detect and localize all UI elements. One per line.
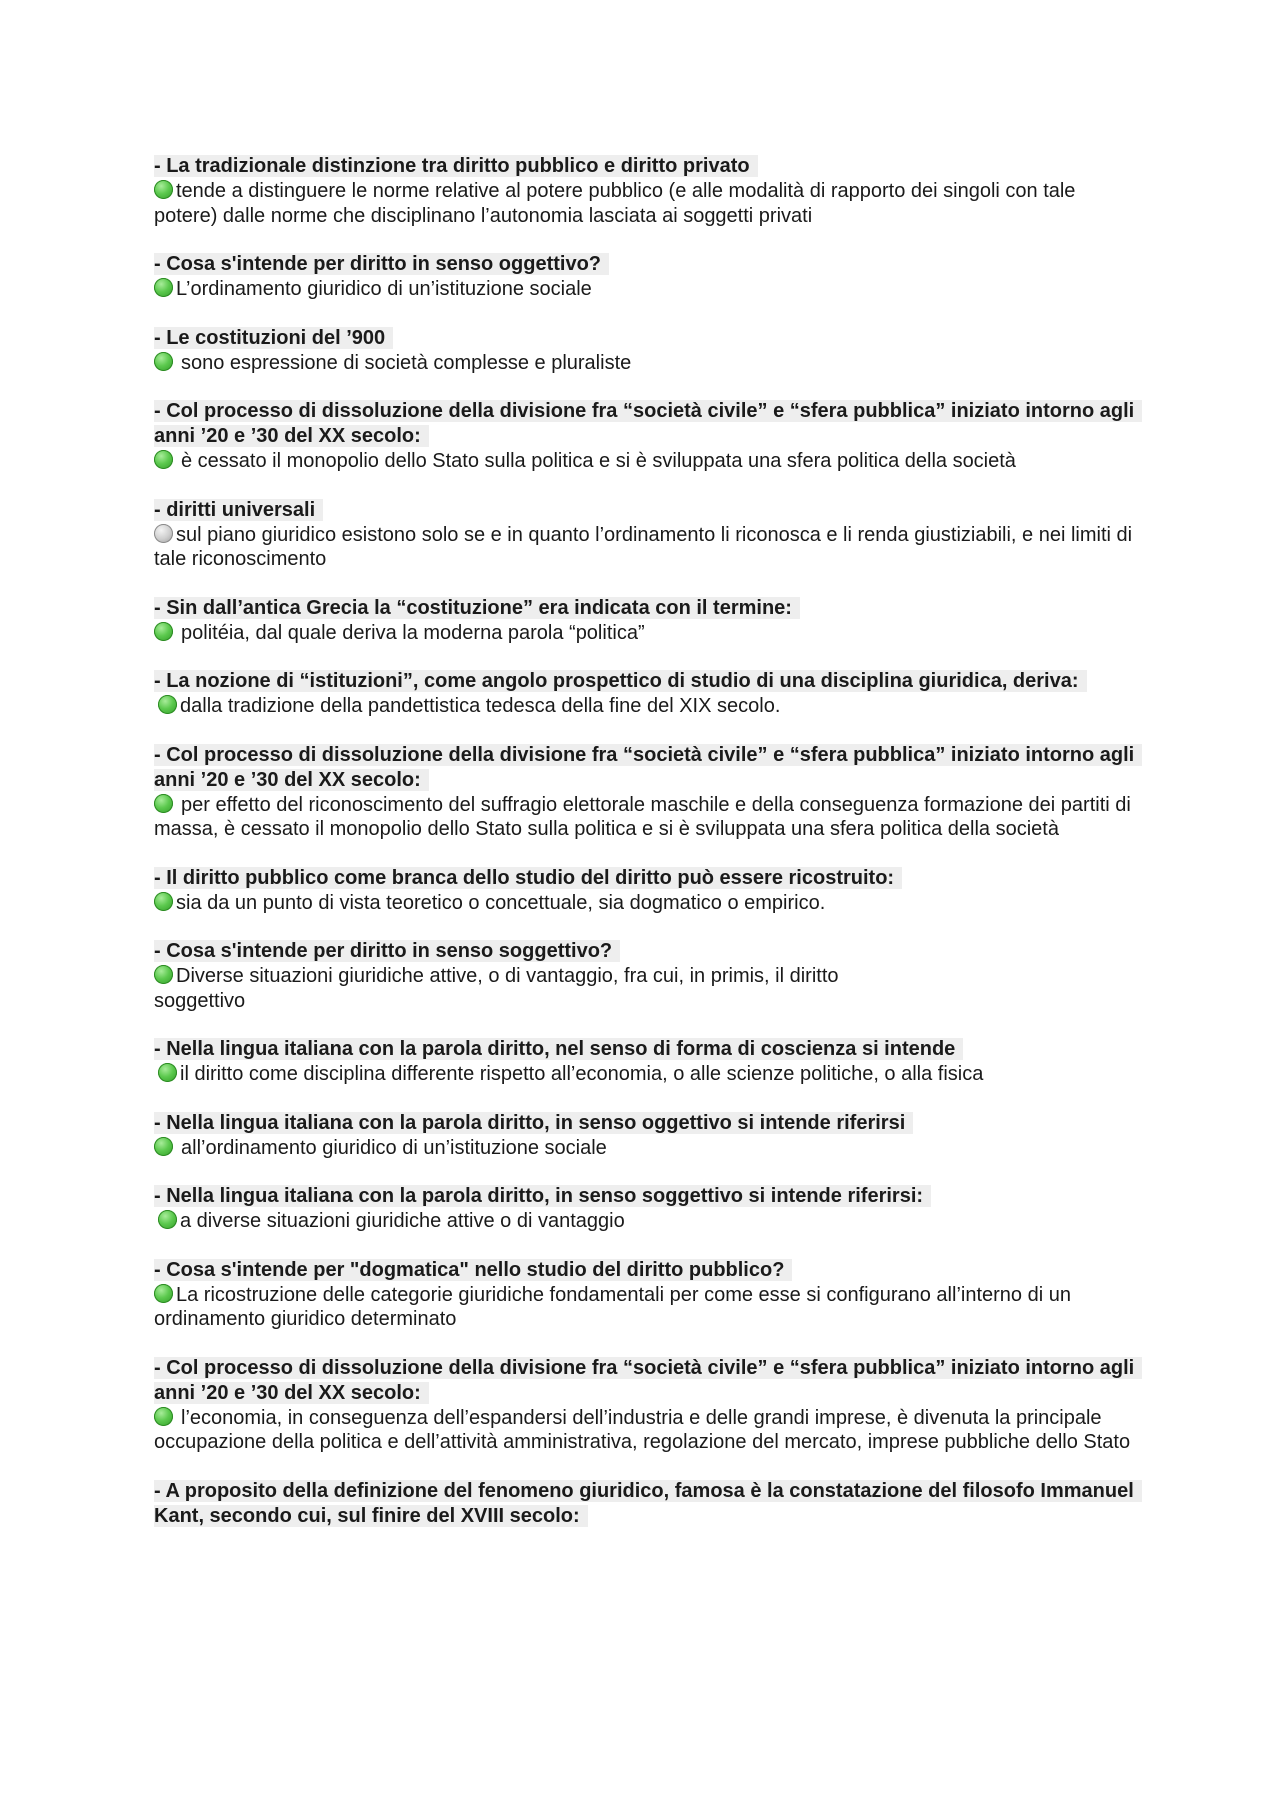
green-check-dot-icon xyxy=(154,1284,173,1303)
question xyxy=(154,498,1144,523)
green-check-dot-icon xyxy=(154,794,173,813)
answer xyxy=(154,1209,1144,1234)
question xyxy=(154,1479,1144,1529)
question-text: - La tradizionale distinzione tra diritto pubblico e diritto privato xyxy=(154,155,758,177)
question-text: - Col processo di dissoluzione della divisione fra “società civile” e “sfera pubblica” iniziato intorno agli anni ’20 e ’30 del XX secolo: xyxy=(154,1357,1142,1404)
question xyxy=(154,399,1144,449)
qa-item xyxy=(154,399,1144,474)
qa-item xyxy=(154,1479,1144,1529)
qa-item xyxy=(154,252,1144,302)
question-text: - Nella lingua italiana con la parola diritto, nel senso di forma di coscienza si intende xyxy=(154,1038,963,1060)
answer xyxy=(154,1136,1144,1161)
question-text: - diritti universali xyxy=(154,499,323,521)
qa-item xyxy=(154,1037,1144,1087)
question xyxy=(154,1184,1144,1209)
question-text: - La nozione di “istituzioni”, come angolo prospettico di studio di una disciplina giuridica, deriva: xyxy=(154,670,1087,692)
answer xyxy=(154,1062,1144,1087)
answer-text: L’ordinamento giuridico di un’istituzione sociale xyxy=(176,278,592,300)
answer xyxy=(154,351,1144,376)
qa-item xyxy=(154,1111,1144,1161)
qa-item xyxy=(154,498,1144,572)
answer xyxy=(154,1406,1144,1455)
answer xyxy=(154,523,1144,572)
answer xyxy=(154,449,1144,474)
answer xyxy=(154,964,914,1013)
answer-text: l’economia, in conseguenza dell’espandersi dell’industria e delle grandi imprese, è divenuta la principale occupazione della politica e dell’attività amministrativa, regolazione del mercato, imprese pubbliche dello Stato xyxy=(154,1406,1131,1453)
answer xyxy=(154,277,1144,302)
question-text: - Nella lingua italiana con la parola diritto, in senso oggettivo si intende riferirsi xyxy=(154,1112,913,1134)
question-text: - Cosa s'intende per diritto in senso soggettivo? xyxy=(154,940,620,962)
question xyxy=(154,326,1144,351)
answer xyxy=(154,179,1144,228)
grey-dot-icon xyxy=(154,524,173,543)
green-check-dot-icon xyxy=(154,180,173,199)
answer-text: tende a distinguere le norme relative al potere pubblico (e alle modalità di rapporto dei singoli con tale potere) dalle norme che disciplinano l’autonomia lasciata ai soggetti privati xyxy=(154,180,1076,227)
document-page xyxy=(154,154,1144,1553)
green-check-dot-icon xyxy=(154,450,173,469)
question xyxy=(154,743,1144,793)
answer-text: dalla tradizione della pandettistica tedesca della fine del XIX secolo. xyxy=(180,695,781,717)
qa-item xyxy=(154,669,1144,719)
question-text: - Col processo di dissoluzione della divisione fra “società civile” e “sfera pubblica” iniziato intorno agli anni ’20 e ’30 del XX secolo: xyxy=(154,400,1142,447)
question-text: - A proposito della definizione del fenomeno giuridico, famosa è la constatazione del filosofo Immanuel Kant, secondo cui, sul finire del XVIII secolo: xyxy=(154,1480,1142,1527)
answer-text: sono espressione di società complesse e pluraliste xyxy=(181,351,632,374)
green-check-dot-icon xyxy=(154,1137,173,1156)
green-check-dot-icon xyxy=(154,622,173,641)
qa-item xyxy=(154,154,1144,228)
question xyxy=(154,1037,1144,1062)
answer-text: Diverse situazioni giuridiche attive, o di vantaggio, fra cui, in primis, il diritto soggettivo xyxy=(154,965,839,1012)
question-text: - Cosa s'intende per diritto in senso oggettivo? xyxy=(154,253,609,275)
question xyxy=(154,1356,1144,1406)
answer xyxy=(154,1283,1144,1332)
question xyxy=(154,866,1144,891)
answer-text: all’ordinamento giuridico di un’istituzione sociale xyxy=(181,1136,607,1159)
green-check-dot-icon xyxy=(158,1210,177,1229)
qa-item xyxy=(154,1184,1144,1234)
green-check-dot-icon xyxy=(154,278,173,297)
qa-item xyxy=(154,939,1144,1013)
answer-text: per effetto del riconoscimento del suffragio elettorale maschile e della conseguenza formazione dei partiti di massa, è cessato il monopolio dello Stato sulla politica e si è sviluppata una sfera politica della società xyxy=(154,793,1131,840)
answer-text: sul piano giuridico esistono solo se e in quanto l’ordinamento li riconosca e li renda giustiziabili, e nei limiti di tale riconoscimento xyxy=(154,523,1133,570)
green-check-dot-icon xyxy=(154,892,173,911)
qa-item xyxy=(154,326,1144,376)
answer-text: a diverse situazioni giuridiche attive o di vantaggio xyxy=(180,1210,625,1232)
qa-item xyxy=(154,596,1144,646)
question xyxy=(154,1258,1144,1283)
green-check-dot-icon xyxy=(158,695,177,714)
question xyxy=(154,154,1144,179)
answer-text: il diritto come disciplina differente rispetto all’economia, o alle scienze politiche, o alla fisica xyxy=(180,1063,984,1085)
qa-item xyxy=(154,866,1144,916)
question xyxy=(154,596,1144,621)
green-check-dot-icon xyxy=(154,965,173,984)
answer-text: è cessato il monopolio dello Stato sulla politica e si è sviluppata una sfera politica della società xyxy=(181,450,1016,472)
question-text: - Col processo di dissoluzione della divisione fra “società civile” e “sfera pubblica” iniziato intorno agli anni ’20 e ’30 del XX secolo: xyxy=(154,744,1142,791)
green-check-dot-icon xyxy=(154,352,173,371)
answer xyxy=(154,694,1144,719)
qa-item xyxy=(154,1356,1144,1455)
question-text: - Le costituzioni del ’900 xyxy=(154,327,393,349)
question-text: - Il diritto pubblico come branca dello studio del diritto può essere ricostruito: xyxy=(154,867,902,889)
question-text: - Sin dall’antica Grecia la “costituzione” era indicata con il termine: xyxy=(154,597,800,619)
question xyxy=(154,252,1144,277)
question-text: - Cosa s'intende per "dogmatica" nello studio del diritto pubblico? xyxy=(154,1259,792,1281)
answer-text: politéia, dal quale deriva la moderna parola “politica” xyxy=(181,621,645,644)
answer xyxy=(154,891,1144,916)
answer xyxy=(154,793,1144,842)
answer-text: sia da un punto di vista teoretico o concettuale, sia dogmatico o empirico. xyxy=(176,891,826,914)
question xyxy=(154,1111,1144,1136)
qa-item xyxy=(154,1258,1144,1332)
qa-item xyxy=(154,743,1144,842)
question xyxy=(154,939,1144,964)
answer-text: La ricostruzione delle categorie giuridiche fondamentali per come esse si configurano all’interno di un ordinamento giuridico determinato xyxy=(154,1283,1071,1330)
question-text: - Nella lingua italiana con la parola diritto, in senso soggettivo si intende riferirsi: xyxy=(154,1185,931,1207)
question xyxy=(154,669,1144,694)
green-check-dot-icon xyxy=(158,1063,177,1082)
answer xyxy=(154,621,1144,646)
green-check-dot-icon xyxy=(154,1407,173,1426)
